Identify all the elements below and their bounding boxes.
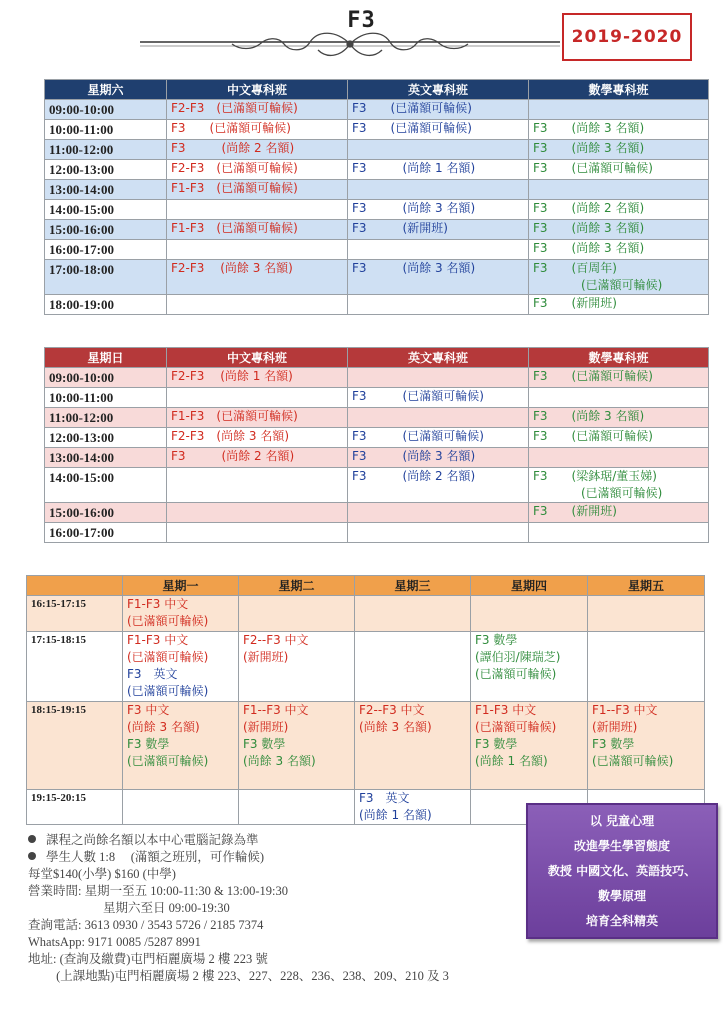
promo-box	[526, 803, 718, 939]
note-bullet: 課程之尚餘名額以本中心電腦記錄為準	[28, 832, 508, 849]
class-entry: F3 (新開班)	[352, 221, 448, 235]
table-row	[45, 468, 709, 503]
time-slot: 16:00-17:00	[45, 240, 167, 260]
class-cell	[348, 523, 529, 543]
fee-line: 每堂$140(小學) $160 (中學)	[28, 867, 176, 881]
class-cell	[348, 448, 529, 468]
time-slot: 09:00-10:00	[45, 100, 167, 120]
class-cell	[529, 408, 709, 428]
class-entry: F3 數學	[127, 737, 170, 751]
time-slot: 11:00-12:00	[45, 140, 167, 160]
class-entry: F3 (已滿額可輪候)	[533, 161, 653, 175]
class-cell	[529, 200, 709, 220]
class-cell	[355, 702, 471, 790]
class-cell	[123, 702, 239, 790]
class-entry: F3 (尚餘 3 名額)	[533, 241, 645, 255]
class-cell	[348, 240, 529, 260]
class-cell	[167, 523, 348, 543]
time-slot: 16:00-17:00	[45, 523, 167, 543]
table-row	[45, 180, 709, 200]
class-cell	[348, 140, 529, 160]
class-entry: (已滿額可輪候)	[592, 754, 674, 768]
time-slot: 09:00-10:00	[45, 368, 167, 388]
class-cell	[529, 240, 709, 260]
promo-line: 數學原理	[597, 889, 646, 903]
class-entry: (尚餘 3 名額)	[243, 754, 316, 768]
table-row	[45, 240, 709, 260]
class-cell	[167, 240, 348, 260]
col-header-math: 數學專科班	[529, 348, 709, 368]
col-header-saturday: 星期六	[45, 80, 167, 100]
table-row	[45, 140, 709, 160]
class-entry: F2-F3 (尚餘 3 名額)	[171, 261, 293, 275]
class-cell	[167, 295, 348, 315]
class-entry: (已滿額可輪候)	[475, 720, 557, 734]
class-entry: F3 (尚餘 3 名額)	[533, 121, 645, 135]
class-entry: (已滿額可輪候)	[127, 754, 209, 768]
class-entry: F3 (已滿額可輪候)	[352, 429, 484, 443]
col-header-chinese: 中文專科班	[167, 80, 348, 100]
hours-weekend-line: 星期六至日 09:00-19:30	[28, 901, 230, 915]
table-row	[45, 368, 709, 388]
class-cell	[529, 120, 709, 140]
class-entry: F3 數學	[475, 633, 518, 647]
time-slot: 18:00-19:00	[45, 295, 167, 315]
class-entry: (已滿額可輪候)	[127, 614, 209, 628]
class-cell	[529, 180, 709, 200]
class-entry: F3 (尚餘 3 名額)	[533, 409, 645, 423]
class-cell	[529, 140, 709, 160]
class-entry: F2--F3 中文	[359, 703, 425, 717]
class-entry: F2-F3 (已滿額可輪候)	[171, 101, 298, 115]
class-cell	[167, 100, 348, 120]
class-cell	[167, 408, 348, 428]
col-header-chinese: 中文專科班	[167, 348, 348, 368]
class-entry: F2-F3 (已滿額可輪候)	[171, 161, 298, 175]
time-slot: 17:15-18:15	[27, 632, 123, 702]
class-entry: (尚餘 1 名額)	[359, 808, 432, 822]
class-cell	[529, 523, 709, 543]
promo-line: 教授 中國文化、英語技巧、	[547, 864, 697, 878]
class-cell	[167, 388, 348, 408]
classroom-address-line: (上課地點)屯門栢麗廣場 2 樓 223、227、228、236、238、209、210 及 3	[28, 969, 449, 983]
table-row	[45, 120, 709, 140]
class-entry: (已滿額可輪候)	[127, 650, 209, 664]
class-entry: F1-F3 (已滿額可輪候)	[171, 181, 298, 195]
class-entry: F3 (尚餘 2 名額)	[171, 141, 295, 155]
class-entry: F1-F3 中文	[475, 703, 537, 717]
class-entry: F3 (新開班)	[533, 504, 617, 518]
class-cell	[239, 702, 355, 790]
class-cell	[355, 632, 471, 702]
class-cell	[348, 368, 529, 388]
table-row	[45, 388, 709, 408]
class-entry: (已滿額可輪候)	[533, 486, 663, 500]
class-cell	[239, 790, 355, 825]
class-entry: F3 (已滿額可輪候)	[533, 369, 653, 383]
year-badge: 2019-2020	[562, 13, 692, 61]
class-entry: F2--F3 中文	[243, 633, 309, 647]
class-cell	[167, 428, 348, 448]
table-row	[45, 200, 709, 220]
class-entry: F3 (新開班)	[533, 296, 617, 310]
class-entry: (尚餘 1 名額)	[475, 754, 548, 768]
time-slot: 13:00-14:00	[45, 180, 167, 200]
promo-line: 培育全科精英	[585, 914, 658, 928]
class-cell	[588, 596, 705, 632]
class-cell	[348, 220, 529, 240]
class-entry: F3 (已滿額可輪候)	[171, 121, 291, 135]
promo-line: 改進學生學習態度	[573, 839, 670, 853]
time-slot: 19:15-20:15	[27, 790, 123, 825]
col-header-english: 英文專科班	[348, 80, 529, 100]
class-entry: F1--F3 中文	[243, 703, 309, 717]
class-entry: F3 中文	[127, 703, 170, 717]
class-entry: F3 數學	[475, 737, 518, 751]
table-row	[45, 160, 709, 180]
class-entry: F1--F3 中文	[592, 703, 658, 717]
class-cell	[239, 596, 355, 632]
time-slot: 13:00-14:00	[45, 448, 167, 468]
time-slot: 18:15-19:15	[27, 702, 123, 790]
table-row	[45, 523, 709, 543]
class-cell	[529, 368, 709, 388]
class-cell	[348, 180, 529, 200]
class-cell	[529, 295, 709, 315]
time-slot: 17:00-18:00	[45, 260, 167, 295]
time-slot: 16:15-17:15	[27, 596, 123, 632]
class-cell	[588, 702, 705, 790]
class-entry: (已滿額可輪候)	[533, 278, 663, 292]
col-header-wednesday: 星期三	[355, 576, 471, 596]
col-header-tuesday: 星期二	[239, 576, 355, 596]
class-entry: F2-F3 (尚餘 1 名額)	[171, 369, 293, 383]
time-slot: 11:00-12:00	[45, 408, 167, 428]
class-entry: F3 英文	[359, 791, 410, 805]
time-slot: 14:00-15:00	[45, 200, 167, 220]
table-row	[45, 428, 709, 448]
bullet-icon	[28, 852, 36, 860]
class-cell	[167, 220, 348, 240]
phone-line: 查詢電話: 3613 0930 / 3543 5726 / 2185 7374	[28, 918, 264, 932]
class-entry: (已滿額可輪候)	[127, 684, 209, 698]
class-cell	[167, 368, 348, 388]
class-cell	[239, 632, 355, 702]
class-entry: F3 (尚餘 3 名額)	[352, 449, 476, 463]
bullet-icon	[28, 835, 36, 843]
class-entry: F1-F3 中文	[127, 597, 189, 611]
time-slot: 12:00-13:00	[45, 160, 167, 180]
sunday-timetable	[44, 347, 709, 543]
class-cell	[123, 632, 239, 702]
col-header-english: 英文專科班	[348, 348, 529, 368]
class-cell	[348, 388, 529, 408]
class-entry: (新開班)	[592, 720, 638, 734]
class-cell	[355, 790, 471, 825]
class-entry: F3 數學	[243, 737, 286, 751]
class-entry: (尚餘 3 名額)	[359, 720, 432, 734]
class-entry: F3 (尚餘 3 名額)	[352, 261, 476, 275]
class-cell	[167, 180, 348, 200]
table-row	[45, 220, 709, 240]
class-cell	[123, 596, 239, 632]
table-row	[27, 702, 705, 790]
col-header-monday: 星期一	[123, 576, 239, 596]
class-entry: F3 (尚餘 1 名額)	[352, 161, 476, 175]
class-cell	[529, 428, 709, 448]
class-cell	[123, 790, 239, 825]
class-cell	[167, 200, 348, 220]
class-cell	[471, 702, 588, 790]
class-entry: (新開班)	[243, 650, 289, 664]
class-cell	[529, 100, 709, 120]
class-entry: F3 (尚餘 3 名額)	[352, 201, 476, 215]
class-cell	[167, 448, 348, 468]
class-cell	[348, 428, 529, 448]
class-cell	[348, 100, 529, 120]
class-cell	[529, 260, 709, 295]
time-slot: 10:00-11:00	[45, 120, 167, 140]
time-slot: 12:00-13:00	[45, 428, 167, 448]
class-cell	[167, 120, 348, 140]
class-entry: F1-F3 中文	[127, 633, 189, 647]
col-header-math: 數學專科班	[529, 80, 709, 100]
note-bullet: 學生人數 1:8 (滿額之班別，可作輪候)	[28, 849, 508, 866]
class-entry: (新開班)	[243, 720, 289, 734]
col-header-thursday: 星期四	[471, 576, 588, 596]
class-cell	[471, 632, 588, 702]
table-row	[45, 448, 709, 468]
saturday-timetable	[44, 79, 709, 315]
class-entry: F2-F3 (尚餘 3 名額)	[171, 429, 290, 443]
ornament-divider-icon	[140, 28, 560, 62]
class-cell	[471, 596, 588, 632]
class-cell	[529, 220, 709, 240]
class-entry: F3 (尚餘 2 名額)	[171, 449, 295, 463]
class-cell	[167, 160, 348, 180]
table-row	[27, 632, 705, 702]
address-line: 地址: (查詢及繳費)屯門栢麗廣場 2 樓 223 號	[28, 952, 268, 966]
class-cell	[529, 388, 709, 408]
class-entry: F3 數學	[592, 737, 635, 751]
class-cell	[355, 596, 471, 632]
class-cell	[167, 260, 348, 295]
class-entry: F3 (梁鉢琚/董玉娣)	[533, 469, 657, 483]
col-header-blank	[27, 576, 123, 596]
class-entry: (已滿額可輪候)	[475, 667, 557, 681]
class-entry: F3 (尚餘 2 名額)	[533, 201, 645, 215]
promo-line: 以 兒童心理	[589, 814, 655, 828]
class-entry: F3 (已滿額可輪候)	[352, 121, 472, 135]
class-entry: F3 英文	[127, 667, 178, 681]
table-row	[45, 100, 709, 120]
class-entry: (尚餘 3 名額)	[127, 720, 200, 734]
time-slot: 14:00-15:00	[45, 468, 167, 503]
class-entry: F3 (已滿額可輪候)	[352, 389, 484, 403]
time-slot: 15:00-16:00	[45, 220, 167, 240]
table-row	[45, 295, 709, 315]
info-notes	[28, 832, 508, 985]
class-cell	[529, 468, 709, 503]
class-cell	[348, 200, 529, 220]
class-entry: F3 (尚餘 3 名額)	[533, 221, 645, 235]
whatsapp-line: WhatsApp: 9171 0085 /5287 8991	[28, 935, 201, 949]
class-cell	[529, 160, 709, 180]
class-cell	[167, 503, 348, 523]
weekday-timetable	[26, 575, 705, 825]
time-slot: 15:00-16:00	[45, 503, 167, 523]
table-row	[45, 260, 709, 295]
time-slot: 10:00-11:00	[45, 388, 167, 408]
class-entry: F3 (尚餘 2 名額)	[352, 469, 476, 483]
class-cell	[167, 140, 348, 160]
class-entry: F3 (百周年)	[533, 261, 617, 275]
class-cell	[588, 632, 705, 702]
hours-line: 營業時間: 星期一至五 10:00-11:30 & 13:00-19:30	[28, 884, 288, 898]
class-cell	[348, 260, 529, 295]
col-header-friday: 星期五	[588, 576, 705, 596]
class-cell	[348, 468, 529, 503]
class-entry: F3 (尚餘 3 名額)	[533, 141, 645, 155]
class-cell	[348, 408, 529, 428]
table-row	[45, 408, 709, 428]
class-entry: F1-F3 (已滿額可輪候)	[171, 221, 298, 235]
class-cell	[348, 160, 529, 180]
table-row	[27, 596, 705, 632]
page-title: F3	[347, 8, 376, 33]
class-cell	[529, 503, 709, 523]
col-header-sunday: 星期日	[45, 348, 167, 368]
class-cell	[529, 448, 709, 468]
table-row	[45, 503, 709, 523]
class-entry: F3 (已滿額可輪候)	[352, 101, 472, 115]
class-cell	[348, 120, 529, 140]
class-cell	[348, 503, 529, 523]
class-entry: F1-F3 (已滿額可輪候)	[171, 409, 298, 423]
class-cell	[348, 295, 529, 315]
class-cell	[167, 468, 348, 503]
class-entry: (譚伯羽/陳瑞芝)	[475, 650, 561, 664]
class-entry: F3 (已滿額可輪候)	[533, 429, 653, 443]
